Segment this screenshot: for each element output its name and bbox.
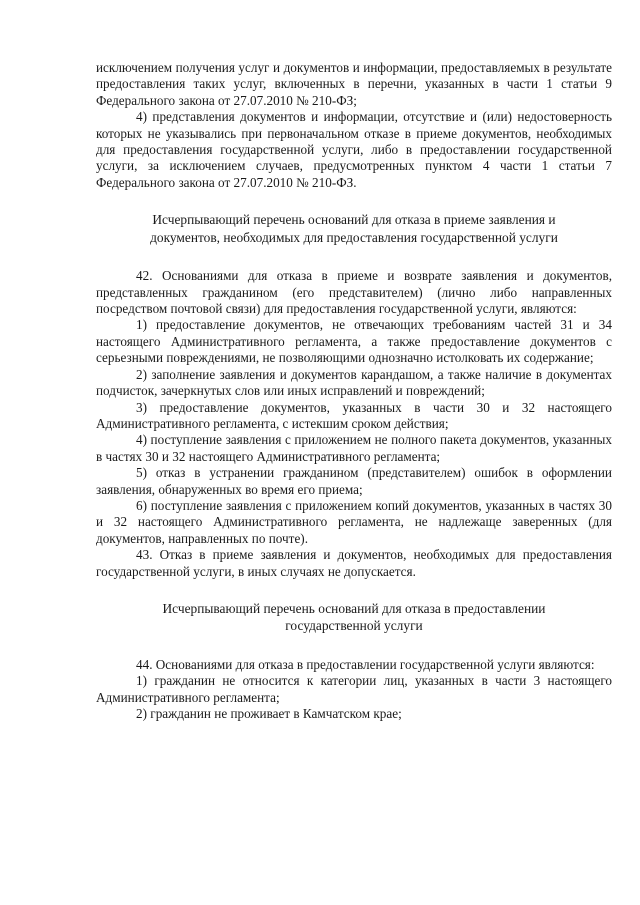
list-item: 5) отказ в устранении гражданином (представителем) ошибок в оформлении заявления, обнаруженных во время его приема; [96,465,612,497]
section-1-heading-line-1: Исчерпывающий перечень оснований для отказа в приеме заявления и [152,212,556,228]
section-2-heading-line-2: государственной услуги [285,618,423,634]
list-item: 2) гражданин не проживает в Камчатском крае; [136,706,402,722]
clause-42: 42. Основаниями для отказа в приеме и возврате заявления и документов, представленных гражданином (его представителем) (лично либо направленных посредством почтовой связи) для предоставления государственной услуги, являются: [96,268,612,317]
intro-paragraph: исключением получения услуг и документов и информации, предоставляемых в результате предоставления таких услуг, включенных в перечни, указанных в части 1 статьи 9 Федерального закона от 27.07.2010 № 210-ФЗ; [96,60,612,108]
list-item: 1) предоставление документов, не отвечающих требованиям частей 31 и 34 настоящего Административного регламента, а также предоставление документов с серьезными повреждениями, не позволяющими однозначно истолковать их содержание; [96,317,612,366]
document-page [96,60,612,723]
list-item: 6) поступление заявления с приложением копий документов, указанных в частях 30 и 32 настоящего Административного регламента, не надлежаще заверенных (для документов, направленных по почте). [96,497,612,546]
list-item: 3) предоставление документов, указанных в части 30 и 32 настоящего Административного регламента, с истекшим сроком действия; [96,399,612,431]
list-item: 4) поступление заявления с приложением не полного пакета документов, указанных в частях 30 и 32 настоящего Административного регламента; [96,432,612,464]
clause-43: 43. Отказ в приеме заявления и документов, необходимых для предоставления государственной услуги, в иных случаях не допускается. [96,547,612,579]
clause-44: 44. Основаниями для отказа в предоставлении государственной услуги являются: [136,656,595,672]
list-item: 1) гражданин не относится к категории лиц, указанных в части 3 настоящего Административного регламента; [96,673,612,705]
section-2-heading-line-1: Исчерпывающий перечень оснований для отказа в предоставлении [162,600,546,616]
section-1-heading-line-2: документов, необходимых для предоставления государственной услуги [150,229,558,245]
item-4-paragraph: 4) представления документов и информации, отсутствие и (или) недостоверность которых не указывались при первоначальном отказе в приеме документов, необходимых для предоставления государственной услуги, либо в предоставлении государственной услуги, за исключением случаев, предусмотренных пунктом 4 части 1 статьи 7 Федерального закона от 27.07.2010 № 210-ФЗ. [96,109,612,190]
list-item: 2) заполнение заявления и документов карандашом, а также наличие в документах подчисток, зачеркнутых слов или иных исправлений и повреждений; [96,366,612,399]
